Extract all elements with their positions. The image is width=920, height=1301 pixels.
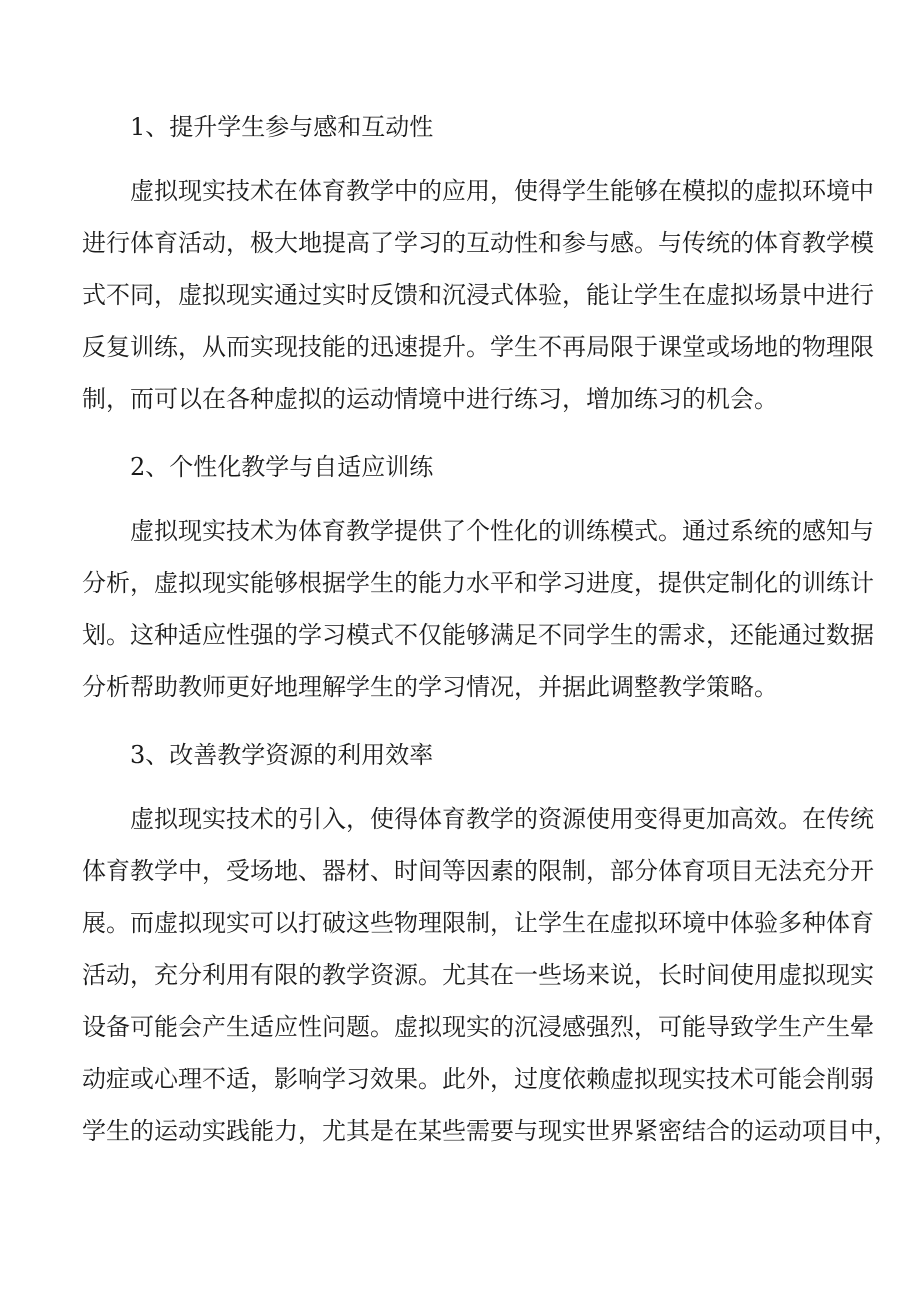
section-2-line-3: 划。这种适应性强的学习模式不仅能够满足不同学生的需求，还能通过数据 xyxy=(82,621,874,649)
section-1-line-4: 反复训练，从而实现技能的迅速提升。学生不再局限于课堂或场地的物理限 xyxy=(82,333,874,361)
section-2-heading: 2、个性化教学与自适应训练 xyxy=(130,453,434,481)
section-1-line-1: 虚拟现实技术在体育教学中的应用，使得学生能够在模拟的虚拟环境中 xyxy=(130,177,874,205)
section-3-line-2: 体育教学中，受场地、器材、时间等因素的限制，部分体育项目无法充分开 xyxy=(82,857,874,885)
section-1-line-5: 制，而可以在各种虚拟的运动情境中进行练习，增加练习的机会。 xyxy=(82,385,778,413)
section-3-line-6: 动症或心理不适，影响学习效果。此外，过度依赖虚拟现实技术可能会削弱 xyxy=(82,1065,874,1093)
section-1-line-3: 式不同，虚拟现实通过实时反馈和沉浸式体验，能让学生在虚拟场景中进行 xyxy=(82,281,874,309)
section-3-line-3: 展。而虚拟现实可以打破这些物理限制，让学生在虚拟环境中体验多种体育 xyxy=(82,909,874,937)
section-3-line-4: 活动，充分利用有限的教学资源。尤其在一些场来说，长时间使用虚拟现实 xyxy=(82,961,874,989)
section-1-heading: 1、提升学生参与感和互动性 xyxy=(130,113,434,141)
section-2-line-4: 分析帮助教师更好地理解学生的学习情况，并据此调整教学策略。 xyxy=(82,673,778,701)
section-2-line-1: 虚拟现实技术为体育教学提供了个性化的训练模式。通过系统的感知与 xyxy=(130,517,874,545)
section-1-line-2: 进行体育活动，极大地提高了学习的互动性和参与感。与传统的体育教学模 xyxy=(82,229,874,257)
section-3-line-7: 学生的运动实践能力，尤其是在某些需要与现实世界紧密结合的运动项目中， xyxy=(82,1117,898,1145)
section-3-line-1: 虚拟现实技术的引入，使得体育教学的资源使用变得更加高效。在传统 xyxy=(130,805,874,833)
section-2-line-2: 分析，虚拟现实能够根据学生的能力水平和学习进度，提供定制化的训练计 xyxy=(82,569,874,597)
section-3-heading: 3、改善教学资源的利用效率 xyxy=(130,741,434,769)
section-3-line-5: 设备可能会产生适应性问题。虚拟现实的沉浸感强烈，可能导致学生产生晕 xyxy=(82,1013,874,1041)
